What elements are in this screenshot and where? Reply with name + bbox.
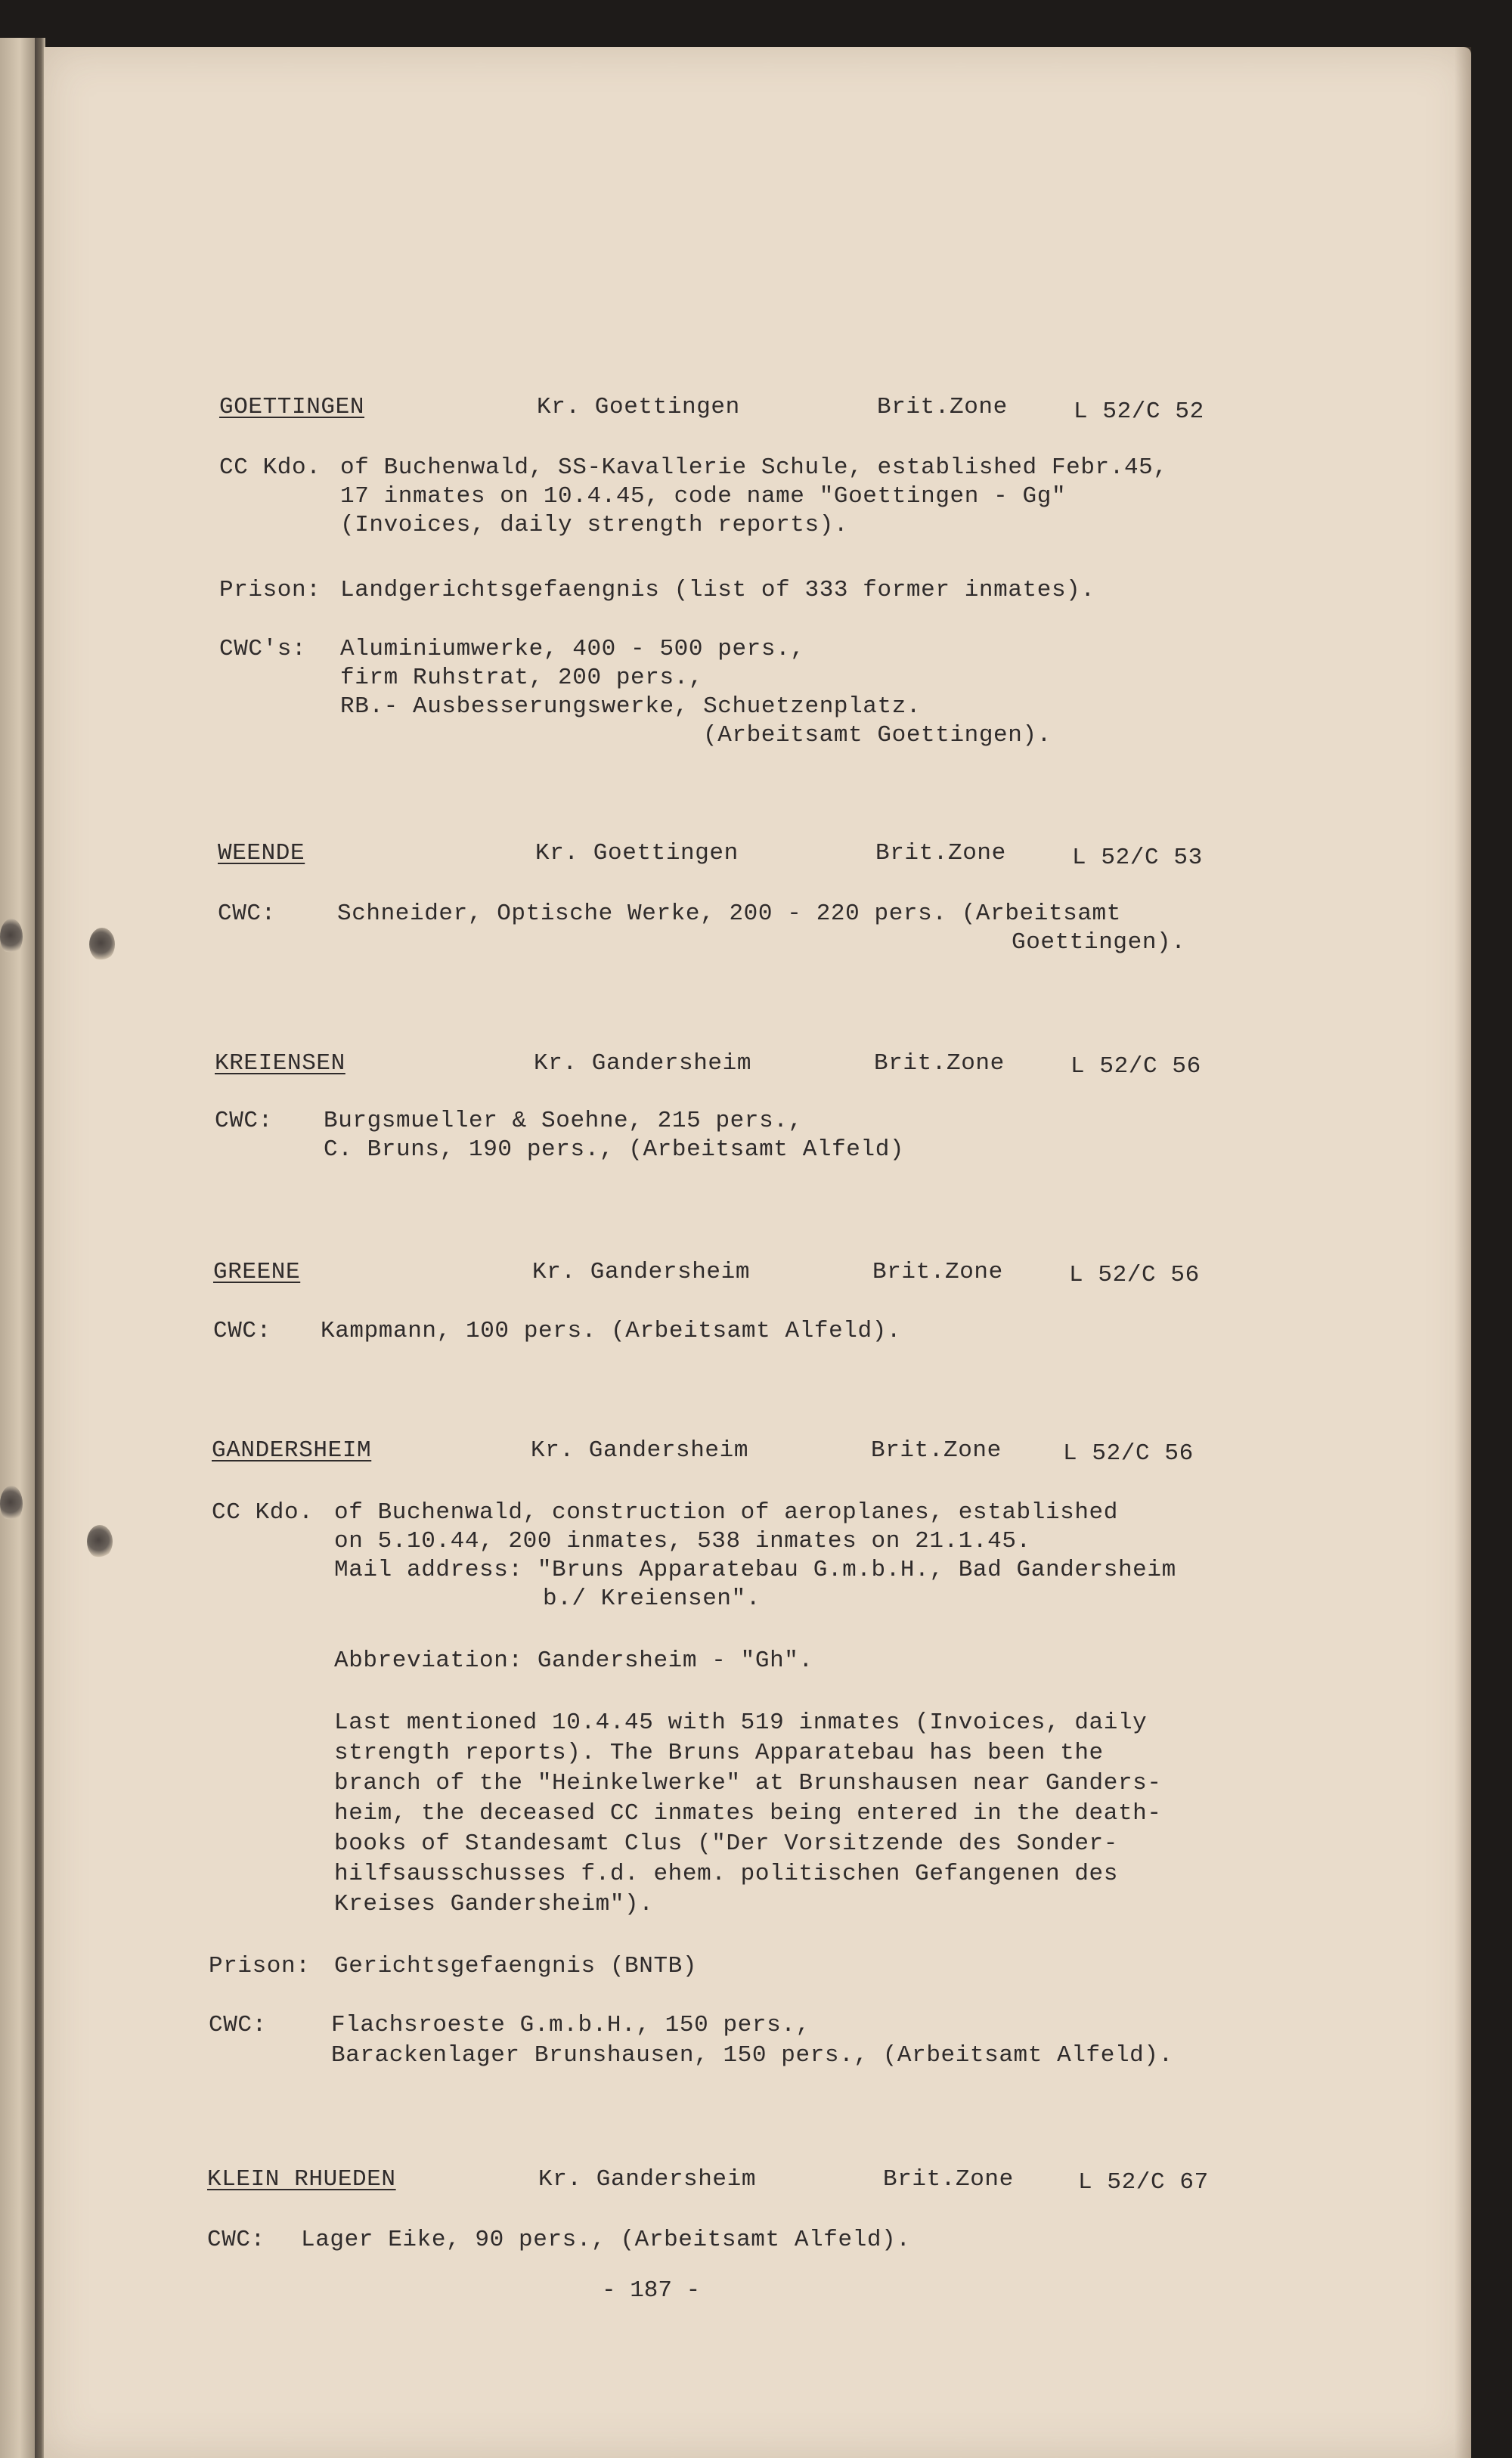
entry-line: hilfsausschusses f.d. ehem. politischen Gefangenen des	[334, 1861, 1118, 1887]
section-zone: Brit.Zone	[875, 840, 1006, 866]
section-place-gandersheim: GANDERSHEIM	[212, 1437, 372, 1464]
section-reference: L 52/C 56	[1070, 1053, 1201, 1080]
entry-label: CWC:	[218, 900, 276, 927]
entry-label: CWC:	[213, 1318, 271, 1344]
section-district: Kr. Goettingen	[535, 840, 739, 866]
entry-line: (Invoices, daily strength reports).	[340, 512, 849, 538]
section-reference: L 52/C 67	[1078, 2169, 1209, 2196]
entry-line: of Buchenwald, SS-Kavallerie Schule, established Febr.45,	[340, 454, 1168, 481]
entry-line: C. Bruns, 190 pers., (Arbeitsamt Alfeld)	[324, 1136, 905, 1163]
section-place-goettingen: GOETTINGEN	[219, 394, 365, 420]
entry-line: b./ Kreiensen".	[543, 1585, 761, 1612]
section-district: Kr. Gandersheim	[532, 1259, 751, 1285]
entry-line: Mail address: "Bruns Apparatebau G.m.b.H., Bad Gandersheim	[334, 1557, 1176, 1583]
section-district: Kr. Gandersheim	[531, 1437, 749, 1464]
entry-line: books of Standesamt Clus ("Der Vorsitzende des Sonder-	[334, 1830, 1118, 1857]
entry-line: Schneider, Optische Werke, 200 - 220 pers. (Arbeitsamt	[337, 900, 1121, 927]
section-district: Kr. Gandersheim	[538, 2166, 757, 2193]
entry-line: Burgsmueller & Soehne, 215 pers.,	[324, 1108, 803, 1134]
section-zone: Brit.Zone	[871, 1437, 1002, 1464]
section-place-kreiensen: KREIENSEN	[215, 1050, 345, 1077]
entry-label: Prison:	[219, 577, 321, 603]
entry-line: Goettingen).	[1012, 929, 1186, 956]
entry-label: CC Kdo.	[212, 1499, 314, 1526]
facing-page-punch-hole	[0, 1486, 23, 1522]
section-zone: Brit.Zone	[877, 394, 1008, 420]
section-reference: L 52/C 56	[1063, 1440, 1194, 1467]
entry-line: 17 inmates on 10.4.45, code name "Goettingen - Gg"	[340, 483, 1067, 510]
entry-line: (Arbeitsamt Goettingen).	[703, 722, 1052, 749]
section-zone: Brit.Zone	[872, 1259, 1003, 1285]
section-place-greene: GREENE	[213, 1259, 301, 1285]
entry-line: Barackenlager Brunshausen, 150 pers., (Arbeitsamt Alfeld).	[331, 2042, 1173, 2069]
document-page	[44, 47, 1471, 2458]
entry-label: CC Kdo.	[219, 454, 321, 481]
section-place-weende: WEENDE	[218, 840, 305, 866]
entry-line: Lager Eike, 90 pers., (Arbeitsamt Alfeld).	[301, 2227, 911, 2253]
page-number: - 187 -	[602, 2277, 701, 2304]
section-reference: L 52/C 56	[1069, 1262, 1200, 1288]
facing-page-punch-hole	[0, 919, 23, 955]
entry-line: Kampmann, 100 pers. (Arbeitsamt Alfeld).	[321, 1318, 902, 1344]
entry-line: branch of the "Heinkelwerke" at Brunshausen near Ganders-	[334, 1770, 1162, 1796]
entry-label: CWC:	[209, 2012, 267, 2038]
section-reference: L 52/C 53	[1072, 845, 1203, 871]
entry-line: strength reports). The Bruns Apparatebau has been the	[334, 1740, 1104, 1766]
entry-line: Last mentioned 10.4.45 with 519 inmates (Invoices, daily	[334, 1709, 1148, 1736]
section-place-klein-rhueden: KLEIN RHUEDEN	[207, 2166, 396, 2193]
section-reference: L 52/C 52	[1074, 398, 1204, 425]
section-district: Kr. Goettingen	[537, 394, 740, 420]
section-district: Kr. Gandersheim	[534, 1050, 752, 1077]
section-zone: Brit.Zone	[874, 1050, 1005, 1077]
entry-line: Kreises Gandersheim").	[334, 1891, 654, 1917]
punch-hole	[87, 1525, 113, 1558]
section-zone: Brit.Zone	[883, 2166, 1014, 2193]
page-edge-shadow	[1455, 47, 1471, 2458]
entry-line: firm Ruhstrat, 200 pers.,	[340, 665, 704, 691]
entry-label: CWC's:	[219, 636, 307, 662]
entry-line: Landgerichtsgefaengnis (list of 333 former inmates).	[340, 577, 1095, 603]
entry-label: CWC:	[207, 2227, 265, 2253]
entry-line: Aluminiumwerke, 400 - 500 pers.,	[340, 636, 805, 662]
entry-line: of Buchenwald, construction of aeroplanes, established	[334, 1499, 1118, 1526]
facing-page-edge	[0, 38, 36, 2458]
entry-line: RB.- Ausbesserungswerke, Schuetzenplatz.	[340, 693, 922, 720]
entry-label: CWC:	[215, 1108, 273, 1134]
punch-hole	[89, 928, 115, 961]
entry-line: Flachsroeste G.m.b.H., 150 pers.,	[331, 2012, 810, 2038]
entry-line: heim, the deceased CC inmates being entered in the death-	[334, 1800, 1162, 1827]
entry-line: on 5.10.44, 200 inmates, 538 inmates on 21.1.45.	[334, 1528, 1031, 1554]
entry-line: Abbreviation: Gandersheim - "Gh".	[334, 1647, 813, 1674]
entry-label: Prison:	[209, 1953, 311, 1979]
entry-line: Gerichtsgefaengnis (BNTB)	[334, 1953, 698, 1979]
